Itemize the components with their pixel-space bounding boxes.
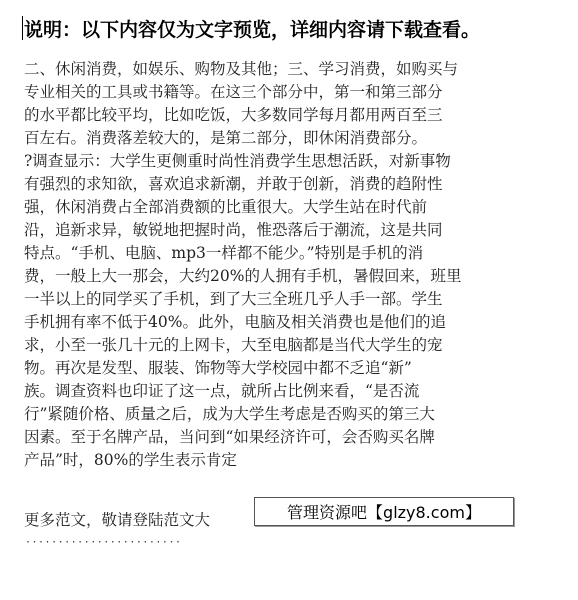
paragraph-line: 行”紧随价格、质量之后，成为大学生考虑是否购买的第三大 [24,405,435,423]
paragraph-line: 二、休闲消费，如娱乐、购物及其他；三、学习消费，如购买与 [24,60,459,78]
notice-text: 说明：以下内容仅为文字预览，详细内容请下载查看。 [24,18,481,41]
paragraph-line: 有强烈的求知欲，喜欢追求新潮，并敢于创新，消费的趋附性 [24,175,443,193]
paragraph-line: 物。再次是发型、服装、饰物等大学校园中都不乏追“新” [24,359,412,377]
paragraph-line: 一半以上的同学买了手机，到了大三全班几乎人手一部。学生 [24,290,443,308]
preview-notice [22,14,480,42]
document-body [24,58,564,472]
text-cursor [22,16,23,40]
paragraph-line: 专业相关的工具或书籍等。在这三个部分中，第一和第三部分 [24,83,443,101]
paragraph-line: 强，休闲消费占全部消费额的比重很大。大学生站在时代前 [24,198,428,216]
paragraph-line: 因素。至于名牌产品，当问到“如果经济许可，会否购买名牌 [24,428,435,446]
paragraph-line: 费，一般上大一那会，大约20%的人拥有手机，暑假回来，班里 [24,267,462,285]
paragraph-line: ?调查显示：大学生更侧重时尚性消费学生思想活跃，对新事物 [24,152,451,170]
dotted-separator: ························ [25,537,182,548]
site-watermark-stamp: 管理资源吧【glzy8.com】 [254,497,514,526]
paragraph-line: 产品”时，80%的学生表示肯定 [24,451,237,469]
paragraph-line: 求，小至一张几十元的上网卡，大至电脑都是当代大学生的宠 [24,336,443,354]
paragraph-line: 手机拥有率不低于40%。此外，电脑及相关消费也是他们的追 [24,313,446,331]
paragraph-line: 族。调查资料也印证了这一点，就所占比例来看，“是否流 [24,382,420,400]
paragraph-line: 沿，追新求异，敏锐地把握时尚，惟恐落后于潮流，这是共同 [24,221,443,239]
paragraph-line: 特点。“手机、电脑、mp3一样都不能少。”特别是手机的消 [24,244,424,262]
paragraph-line: 的水平都比较平均，比如吃饭，大多数同学每月都用两百至三 [24,106,443,124]
paragraph-line: 百左右。消费落差较大的，是第二部分，即休闲消费部分。 [24,129,428,147]
more-essays-line: 更多范文，敬请登陆范文大 [24,511,211,529]
